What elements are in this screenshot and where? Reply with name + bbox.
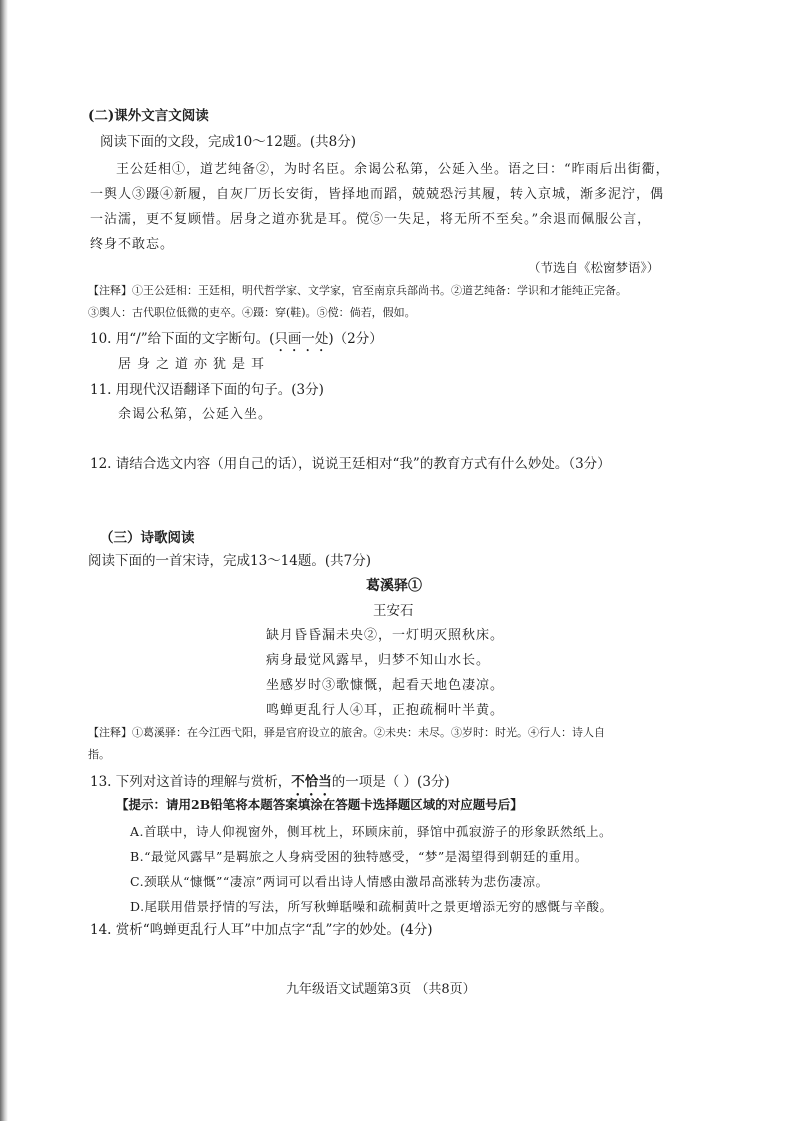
- question-12: 12. 请结合选文内容（用自己的话），说说王廷相对“我”的教育方式有什么妙处。（3分）: [90, 456, 611, 472]
- poem-title: 葛溪驿①: [366, 578, 422, 594]
- question-10-suffix: （2分）: [333, 331, 383, 347]
- section-2-instruction: 阅读下面的文段，完成10～12题。(共8分): [100, 134, 356, 150]
- poem-line-3: 坐感岁时③歌慷慨，起看天地色凄凉。: [266, 678, 505, 693]
- option-b: B.“最觉风露早”是羁旅之人身病受困的独特感受，“梦”是渴望得到朝廷的重用。: [130, 849, 588, 864]
- passage-source: （节选自《松窗梦语》）: [528, 260, 660, 275]
- poem-line-4: 鸣蝉更乱行人④耳，正抱疏桐叶半黄。: [266, 703, 505, 718]
- passage-line-1: 王公廷相①，道艺纯备②，为时名臣。余谒公私第，公延入坐。语之曰：“昨雨后出街衢，: [116, 162, 670, 177]
- passage-line-4: 终身不敢忘。: [90, 237, 175, 252]
- question-13-prefix: 13. 下列对这首诗的理解与赏析，: [90, 774, 292, 790]
- poem-author: 王安石: [373, 603, 414, 619]
- poem-line-1: 缺月昏昏漏未央②，一灯明灭照秋床。: [266, 628, 505, 643]
- scan-edge: [0, 0, 8, 1121]
- question-10-prefix: 10. 用“/”给下面的文字断句。: [90, 331, 270, 347]
- section-2-heading: (二)课外文言文阅读: [88, 108, 209, 124]
- passage-line-2: 一舆人③蹑④新履，自灰厂历长安街，皆择地而蹈，兢兢恐污其履，转入京城，渐多泥泞，偶: [90, 187, 665, 202]
- option-c: C.颈联从“慷慨”“凄凉”两词可以看出诗人情感由激昂高涨转为悲伤凄凉。: [130, 874, 549, 889]
- notes-line-1: 【注释】①王公廷相：王廷相，明代哲学家、文学家，官至南京兵部尚书。②道艺纯备：学识和才能纯正完备。: [88, 284, 627, 297]
- poem-notes-line-1: 【注释】①葛溪驿：在今江西弋阳，驿是官府设立的旅舍。②未央：未尽。③岁时：时光。④行人：诗人自: [88, 726, 605, 739]
- section-3-instruction: 阅读下面的一首宋诗，完成13～14题。(共7分): [88, 553, 371, 569]
- question-11: 11. 用现代汉语翻译下面的句子。(3分): [90, 382, 324, 398]
- question-11-text: 余谒公私第，公延入坐。: [118, 407, 273, 422]
- page-footer: 九年级语文试题第3页 （共8页）: [286, 982, 476, 997]
- poem-notes-line-2: 指。: [88, 748, 110, 761]
- question-14: 14. 赏析“鸣蝉更乱行人耳”中加点字“乱”字的妙处。(4分): [90, 922, 433, 938]
- question-10: [90, 327, 383, 355]
- option-a: A.首联中，诗人仰视窗外，侧耳枕上，环顾床前，驿馆中孤寂游子的形象跃然纸上。: [130, 824, 613, 839]
- section-3-heading: （三）诗歌阅读: [100, 530, 195, 546]
- notes-line-2: ③舆人：古代职位低微的吏卒。④蹑：穿(鞋)。⑤傥：倘若，假如。: [88, 306, 416, 319]
- question-10-text: 居身之道亦犹是耳: [118, 357, 271, 372]
- question-10-emphasis: (只画一处): [269, 331, 334, 347]
- answer-hint: 【提示：请用2B铅笔将本题答案填涂在答题卡选择题区域的对应题号后】: [116, 797, 523, 812]
- question-13-emphasis: 不恰当: [291, 774, 332, 790]
- poem-line-2: 病身最觉风露早，归梦不知山水长。: [266, 653, 491, 668]
- passage-line-3: 一沾濡，更不复顾惜。居身之道亦犹是耳。傥⑤一失足，将无所不至矣。”余退而佩服公言，: [90, 212, 652, 227]
- question-13-suffix: 的一项是（ ）(3分): [331, 774, 450, 790]
- option-d: D.尾联用借景抒情的写法，所写秋蝉聒噪和疏桐黄叶之景更增添无穷的感慨与辛酸。: [130, 899, 613, 914]
